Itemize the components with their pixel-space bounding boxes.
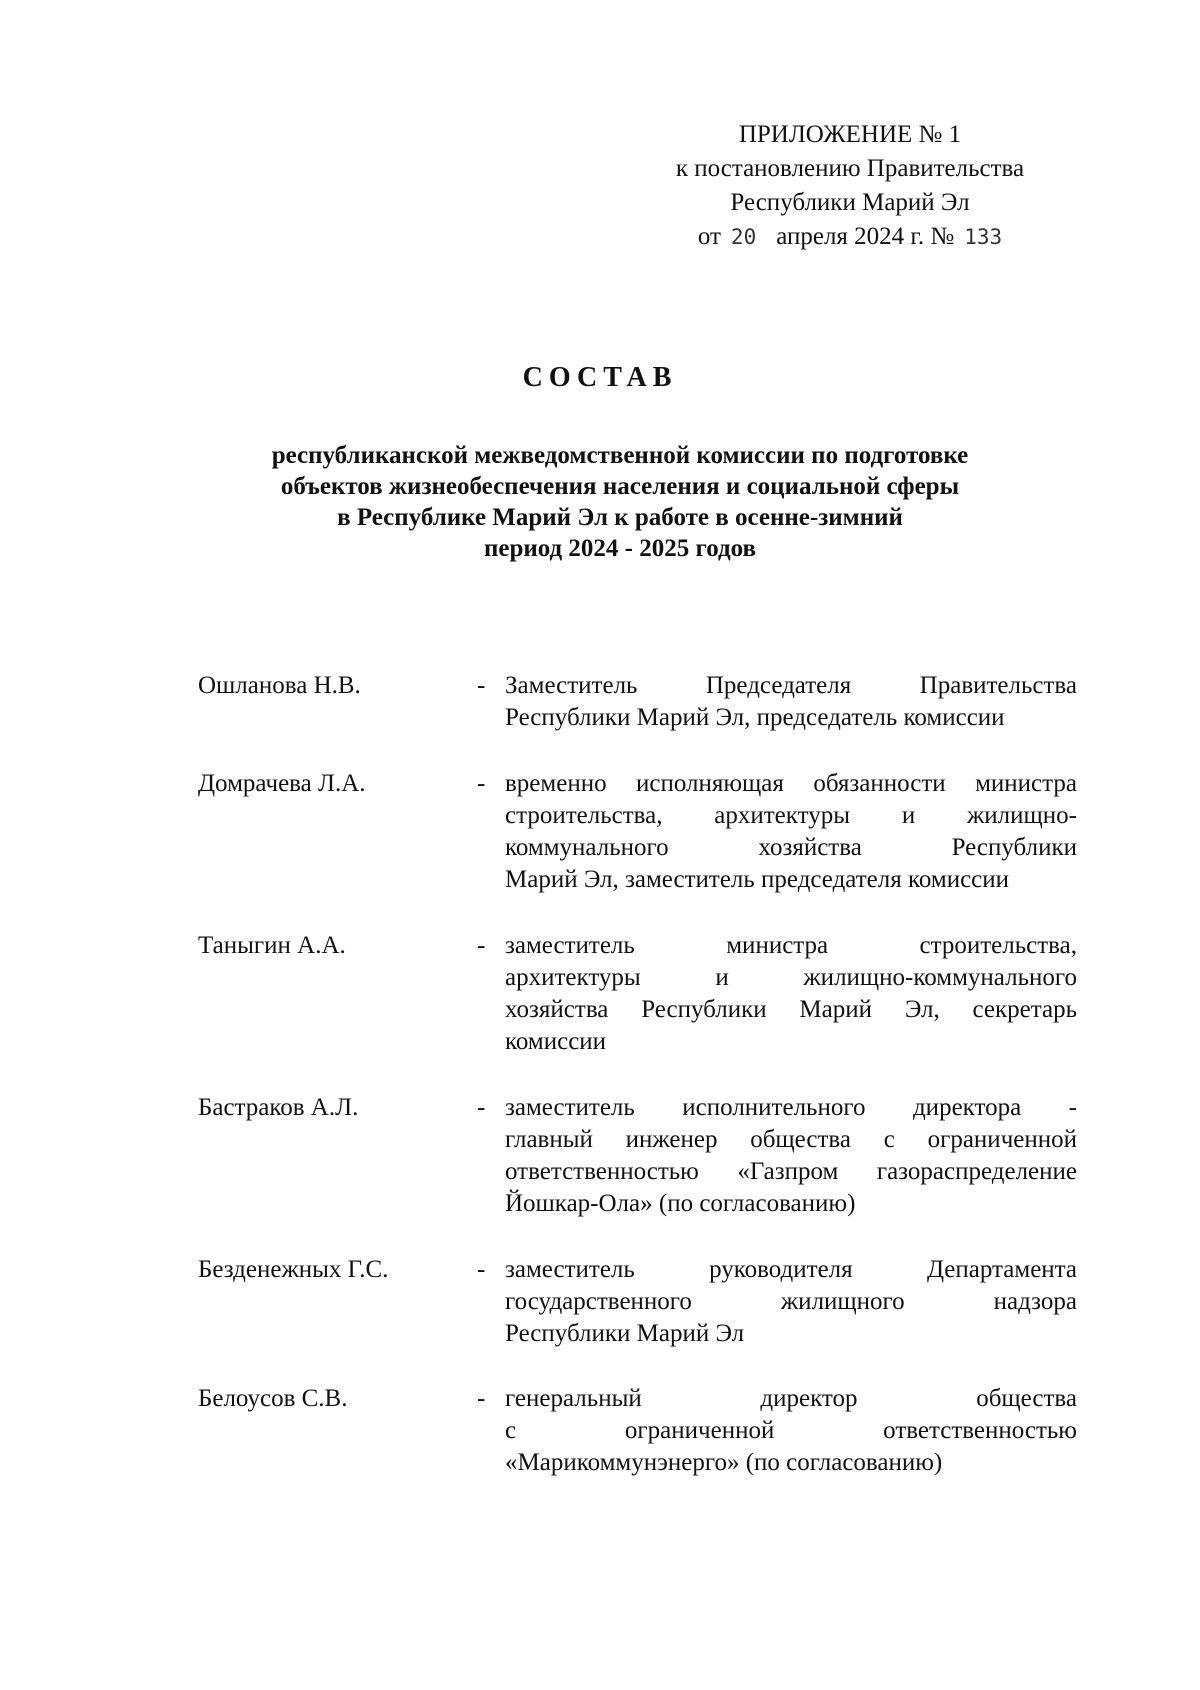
member-dash: - [477, 932, 486, 959]
role-line: главный инженер общества с ограниченной [505, 1126, 1077, 1153]
role-line: Республики Марий Эл, председатель комиссии [505, 704, 1005, 731]
member-dash: - [477, 1385, 486, 1412]
document-subtitle [220, 440, 1020, 564]
role-line: государственного жилищного надзора [505, 1288, 1077, 1315]
date-day: 20 [730, 225, 757, 249]
role-line: с ограниченной ответственностью [505, 1417, 1077, 1444]
member-role [505, 1254, 1077, 1350]
subtitle-line: республиканской межведомственной комиссии по подготовке [271, 442, 969, 469]
member-dash: - [477, 770, 486, 797]
member-name: Безденежных Г.С. [198, 1256, 389, 1283]
role-line: заместитель руководителя Департамента [505, 1256, 1077, 1283]
member-role [505, 768, 1077, 896]
appendix-header [640, 118, 1060, 254]
appendix-title: ПРИЛОЖЕНИЕ № 1 [738, 121, 962, 148]
role-line: Марий Эл, заместитель председателя комиссии [505, 866, 1010, 893]
member-dash: - [477, 672, 486, 699]
date-month-year: апреля 2024 г. № [776, 223, 955, 250]
member-dash: - [477, 1256, 486, 1283]
member-dash: - [477, 1094, 486, 1121]
member-name: Белоусов С.В. [198, 1385, 348, 1412]
subtitle-line: в Республике Марий Эл к работе в осенне-зимний [337, 504, 903, 531]
role-line: коммунального хозяйства Республики [505, 834, 1077, 861]
member-name: Ошланова Н.В. [198, 672, 361, 699]
role-line: «Марикоммунэнерго» (по согласованию) [505, 1449, 943, 1476]
subtitle-line: период 2024 - 2025 годов [483, 535, 757, 562]
role-line: Заместитель Председателя Правительства [505, 672, 1077, 699]
role-line: архитектуры и жилищно-коммунального [505, 964, 1077, 991]
role-line: Республики Марий Эл [505, 1320, 745, 1347]
member-name: Бастраков А.Л. [198, 1094, 359, 1121]
role-line: заместитель исполнительного директора - [505, 1094, 1077, 1121]
role-line: генеральный директор общества [505, 1385, 1077, 1412]
document-number: 133 [964, 225, 1003, 249]
member-name: Таныгин А.А. [198, 932, 346, 959]
role-line: Йошкар-Ола» (по согласованию) [505, 1190, 856, 1217]
member-role [505, 1092, 1077, 1220]
date-prefix: от [697, 223, 721, 250]
appendix-government: Республики Марий Эл [730, 189, 970, 216]
member-name: Домрачева Л.А. [198, 770, 366, 797]
member-role [505, 930, 1077, 1058]
member-role [505, 1383, 1077, 1479]
appendix-date-line [640, 220, 1060, 254]
role-line: ответственностью «Газпром газораспределение [505, 1158, 1077, 1185]
role-line: строительства, архитектуры и жилищно- [505, 802, 1077, 829]
role-line: хозяйства Республики Марий Эл, секретарь [505, 996, 1077, 1023]
role-line: временно исполняющая обязанности министра [505, 770, 1077, 797]
role-line: комиссии [505, 1028, 607, 1055]
document-title: СОСТАВ [522, 362, 678, 393]
role-line: заместитель министра строительства, [505, 932, 1077, 959]
appendix-resolution-ref: к постановлению Правительства [675, 155, 1025, 182]
subtitle-line: объектов жизнеобеспечения населения и социальной сферы [280, 473, 960, 500]
member-role [505, 670, 1077, 734]
